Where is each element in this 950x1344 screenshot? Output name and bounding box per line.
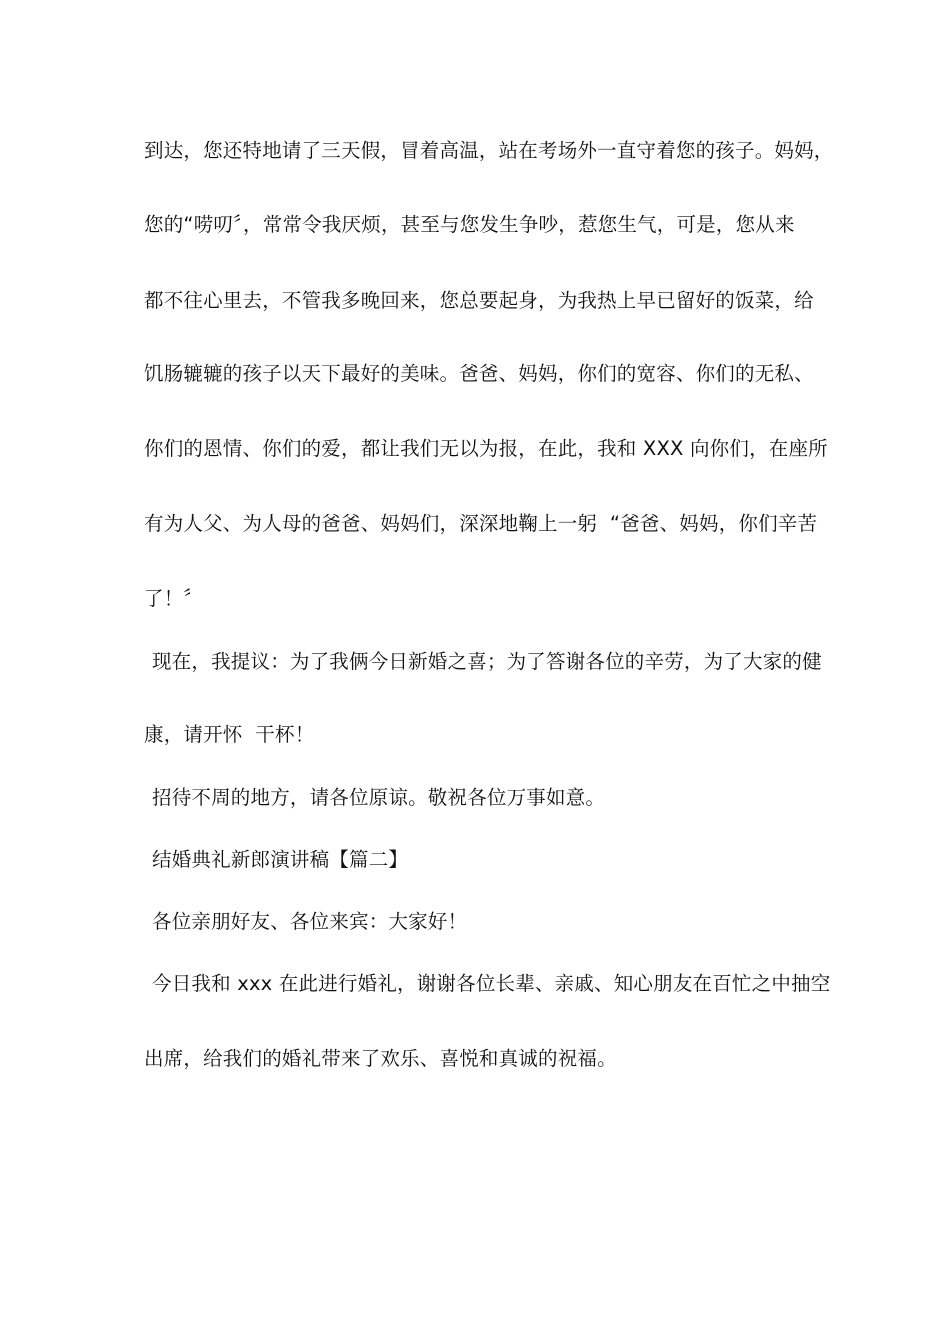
paragraph-line: 到达，您还特地请了三天假，冒着高温，站在考场外一直守着您的孩子。妈妈， (144, 139, 834, 162)
paragraph-line: 出席，给我们的婚礼带来了欢乐、喜悦和真诚的祝福。 (144, 1047, 617, 1070)
paragraph-line: 今日我和 xxx 在此进行婚礼，谢谢各位长辈、亲戚、知心朋友在百忙之中抽空 (152, 972, 831, 995)
paragraph-line: 现在，我提议：为了我俩今日新婚之喜；为了答谢各位的辛劳，为了大家的健 (152, 650, 822, 673)
paragraph-line: 您的“唠叨〞，常常令我厌烦，甚至与您发生争吵，惹您生气，可是，您从来 (144, 213, 795, 236)
paragraph-line: 了！〞 (144, 587, 204, 610)
paragraph-line: 有为人父、为人母的爸爸、妈妈们，深深地鞠上一躬 “爸爸、妈妈，你们辛苦 (144, 512, 818, 535)
paragraph-line: 各位亲朋好友、各位来宾：大家好！ (152, 910, 468, 933)
paragraph-line: 饥肠辘辘的孩子以天下最好的美味。爸爸、妈妈，你们的宽容、你们的无私、 (144, 362, 814, 385)
paragraph-line: 招待不周的地方，请各位原谅。敬祝各位万事如意。 (152, 786, 606, 809)
section-heading: 结婚典礼新郎演讲稿【篇二】 (152, 848, 409, 871)
paragraph-line: 你们的恩情、你们的爱，都让我们无以为报，在此，我和 XXX 向你们，在座所 (144, 437, 828, 460)
paragraph-line: 康，请开怀 干杯！ (144, 723, 315, 746)
paragraph-line: 都不往心里去，不管我多晚回来，您总要起身，为我热上早已留好的饭菜，给 (144, 289, 814, 312)
